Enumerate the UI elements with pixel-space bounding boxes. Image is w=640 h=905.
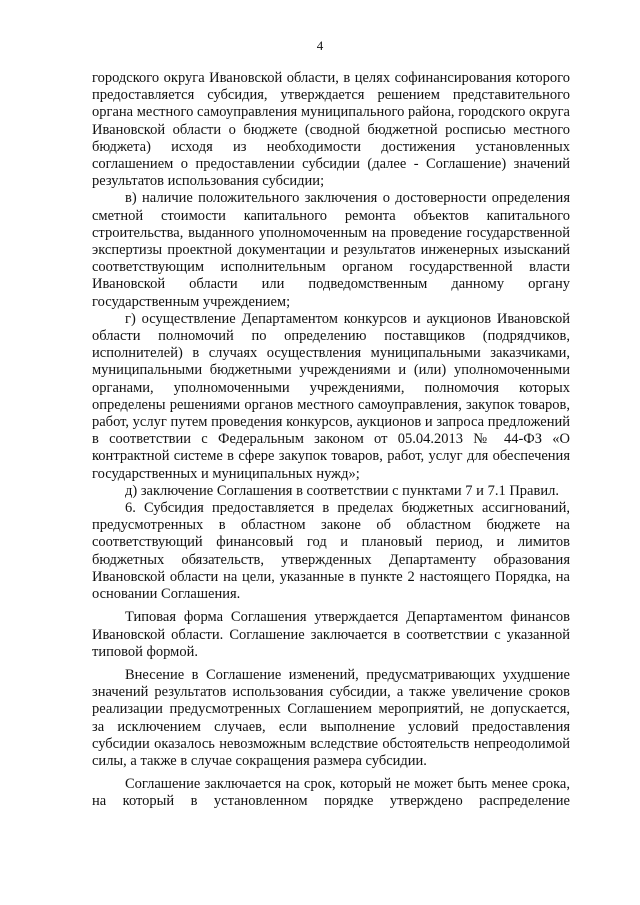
paragraph-typical-form: Типовая форма Соглашения утверждается Департаментом финансов Ивановской области. Соглашение заключается в соответствии с указанной типовой формой.	[92, 609, 570, 660]
document-body	[92, 70, 570, 811]
paragraph-amendments: Внесение в Соглашение изменений, предусматривающих ухудшение значений результатов использования субсидии, а также увеличение сроков реализации предусмотренных Соглашением мероприятий, не допускается, за исключением случаев, если выполнение условий предоставления субсидии оказалось невозможным вследствие обстоятельств непреодолимой силы, а также в случае сокращения размера субсидии.	[92, 666, 570, 769]
paragraph-item-v: в) наличие положительного заключения о достоверности определения сметной стоимости капитального ремонта объектов капитального строительства, выданного уполномоченным на проведение государственной экспертизы проектной документации и результатов инженерных изысканий соответствующим исполнительным органом государственной власти Ивановской области или подведомственным данному органу государственным учреждением;	[92, 190, 570, 310]
paragraph-continuation: городского округа Ивановской области, в целях софинансирования которого предоставляется субсидия, утверждается решением представительного органа местного самоуправления муниципального района, городского округа Ивановской области о бюджете (сводной бюджетной росписью местного бюджета) исходя из необходимости достижения установленных соглашением о предоставлении субсидии (далее - Соглашение) значений результатов использования субсидии;	[92, 70, 570, 190]
paragraph-section-6: 6. Субсидия предоставляется в пределах бюджетных ассигнований, предусмотренных в областном законе об областном бюджете на соответствующий финансовый год и плановый период, и лимитов бюджетных обязательств, утвержденных Департаменту образования Ивановской области на цели, указанные в пункте 2 настоящего Порядка, на основании Соглашения.	[92, 500, 570, 603]
paragraph-item-g: г) осуществление Департаментом конкурсов и аукционов Ивановской области полномочий по определению поставщиков (подрядчиков, исполнителей) в случаях осуществления муниципальными заказчиками, муниципальными бюджетными учреждениями и (или) уполномоченными органами, уполномоченными учреждениями, полномочия которых определены решениями органов местного самоуправления, закупок товаров, работ, услуг путем проведения конкурсов, аукционов и запроса предложений в соответствии с Федеральным законом от 05.04.2013 № 44-ФЗ «О контрактной системе в сфере закупок товаров, работ, услуг для обеспечения государственных и муниципальных нужд»;	[92, 310, 570, 482]
paragraph-item-d: д) заключение Соглашения в соответствии с пунктами 7 и 7.1 Правил.	[125, 482, 559, 499]
page-number: 4	[316, 38, 324, 53]
paragraph-agreement-term: Соглашение заключается на срок, который не может быть менее срока, на который в установленном порядке утверждено распределение	[92, 776, 570, 810]
